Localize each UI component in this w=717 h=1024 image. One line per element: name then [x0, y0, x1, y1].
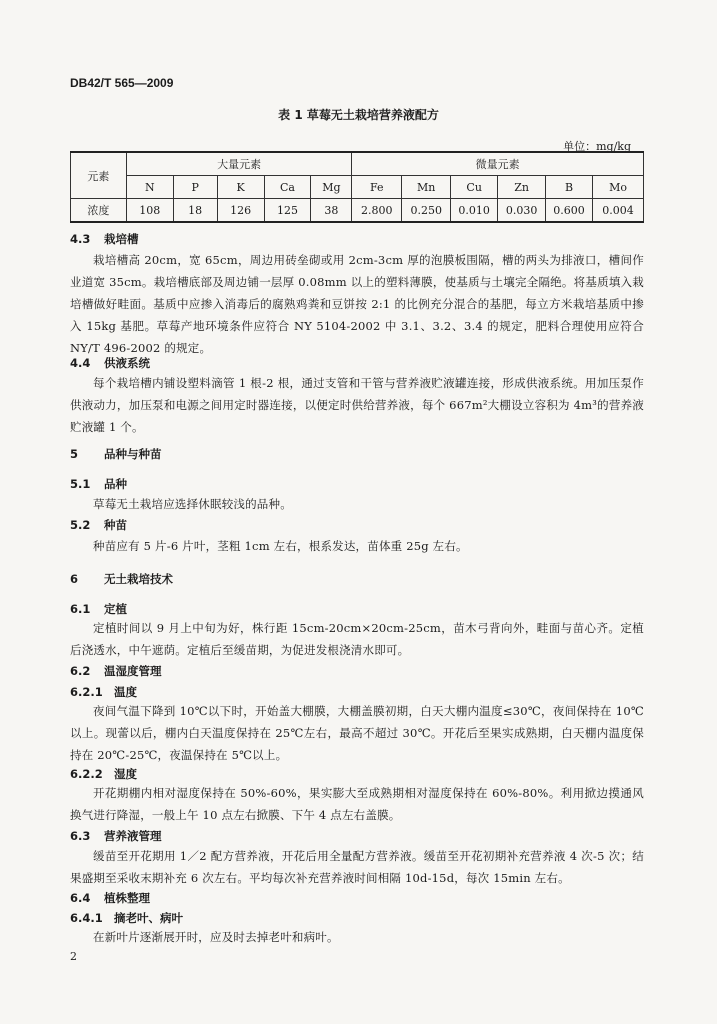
section-paragraph-6-3: 缓苗至开花期用 1／2 配方营养液，开花后用全量配方营养液。缓苗至开花初期补充营养液 4 次-5 次；结果盛期至采收末期补充 6 次左右。平均每次补充营养液时间相隔 10d-15d，每次 15min 左右。: [70, 849, 644, 885]
section-title: 湿度: [114, 767, 137, 781]
section-number: 6.2: [70, 664, 91, 678]
section-number: 6.3: [70, 829, 91, 843]
section-title: 温湿度管理: [104, 664, 162, 678]
page-number: 2: [70, 950, 77, 963]
table-cell-value: 38: [311, 199, 352, 223]
section-number: 6.4.1: [70, 911, 103, 925]
table-element-name: K: [217, 176, 264, 199]
section-number: 4.4: [70, 356, 91, 370]
table-cell-value: 0.030: [498, 199, 546, 223]
table-element-name: B: [546, 176, 593, 199]
section-number: 4.3: [70, 232, 91, 246]
table-cell-value: 0.600: [546, 199, 593, 223]
section-paragraph-4-3: 栽培槽高 20cm，宽 65cm，周边用砖垒砌或用 2cm-3cm 厚的泡膜板围隔，槽的两头为排液口，槽间作业道宽 35cm。栽培槽底部及周边铺一层厚 0.08mm 以上的塑料薄膜，使基质与土壤完全隔绝。将基质填入栽培槽做好畦面。基质中应掺入消毒后的腐熟鸡粪和豆饼按 2:1 的比例充分混合的基肥，每立方米栽培基质中掺入 15kg 基肥。草莓产地环境条件应符合 NY 5104-2002 中 3.1、3.2、3.4 的规定，肥料合理使用应符合 NY/T 496-2002 的规定。: [70, 253, 644, 355]
table-cell-value: 0.004: [593, 199, 644, 223]
section-title: 种苗: [104, 518, 127, 532]
table-element-name: Mg: [311, 176, 352, 199]
section-heading-6-2-1: [70, 684, 137, 700]
section-heading-6-2-2: [70, 766, 137, 782]
section-heading-6-4-1: [70, 910, 183, 926]
document-code: DB42/T 565—2009: [70, 76, 174, 90]
table-cell-value: 18: [173, 199, 217, 223]
section-paragraph-6-2-2: 开花期棚内相对湿度保持在 50%-60%，果实膨大至成熟期相对湿度保持在 60%-80%。利用掀边摸通风换气进行降湿，一般上午 10 点左右掀膜、下午 4 点左右盖膜。: [70, 786, 644, 822]
nutrient-formula-table: [70, 151, 644, 223]
section-paragraph-6-1: 定植时间以 9 月上中旬为好，株行距 15cm-20cm×20cm-25cm，苗木弓背向外，畦面与苗心齐。定植后浇透水，中午遮荫。定植后至缓苗期，为促进发根浇清水即可。: [70, 621, 644, 657]
table-title: 表 1 草莓无土栽培营养液配方: [278, 108, 439, 122]
section-number: 6: [70, 572, 79, 586]
section-heading-4-3: [70, 231, 139, 247]
section-number: 6.1: [70, 602, 91, 616]
table-element-name: Ca: [264, 176, 311, 199]
section-paragraph-5-1: 草莓无土栽培应选择休眠较浅的品种。: [93, 497, 292, 511]
table-header-micro: 微量元素: [352, 152, 644, 176]
section-heading-5-1: [70, 476, 127, 492]
section-title: 品种与种苗: [104, 447, 162, 461]
section-number: 5.2: [70, 518, 91, 532]
section-title: 营养液管理: [104, 829, 162, 843]
section-paragraph-4-4: 每个栽培槽内铺设塑料滴管 1 根-2 根，通过支管和干管与营养液贮液罐连接，形成供液系统。用加压泵作供液动力，加压泵和电源之间用定时器连接，以便定时供给营养液，每个 667m²大棚设立容积为 4m³的营养液贮液罐 1 个。: [70, 376, 644, 434]
section-heading-4-4: [70, 355, 150, 371]
table-cell-value: 108: [126, 199, 173, 223]
table-cell-value: 2.800: [352, 199, 402, 223]
table-row-label: 浓度: [71, 199, 127, 223]
section-number: 5.1: [70, 477, 91, 491]
section-heading-6-1: [70, 601, 127, 617]
table-cell-value: 126: [217, 199, 264, 223]
section-paragraph-6-4-1: 在新叶片逐渐展开时，应及时去掉老叶和病叶。: [93, 930, 339, 944]
table-element-name: Mo: [593, 176, 644, 199]
section-title: 温度: [114, 685, 137, 699]
section-number: 6.2.2: [70, 767, 103, 781]
section-title: 无土栽培技术: [104, 572, 173, 586]
section-heading-5-2: [70, 517, 127, 533]
table-element-name: Mn: [402, 176, 451, 199]
section-paragraph-5-2: 种苗应有 5 片-6 片叶，茎粗 1cm 左右，根系发达，苗体重 25g 左右。: [93, 539, 468, 553]
section-title: 品种: [104, 477, 127, 491]
table-cell-value: 0.250: [402, 199, 451, 223]
table-header-element: 元素: [71, 152, 127, 199]
section-number: 5: [70, 447, 79, 461]
section-title: 定植: [104, 602, 127, 616]
section-paragraph-6-2-1: 夜间气温下降到 10℃以下时，开始盖大棚膜，大棚盖膜初期，白天大棚内温度≤30℃，夜间保持在 10℃以上。现蕾以后，棚内白天温度保持在 25℃左右，最高不超过 30℃。开花后至果实成熟期，白天棚内温度保持在 20℃-25℃，夜温保持在 5℃以上。: [70, 704, 644, 762]
section-title: 植株整理: [104, 891, 150, 905]
section-number: 6.4: [70, 891, 91, 905]
section-heading-6-4: [70, 890, 150, 906]
section-title: 栽培槽: [104, 232, 139, 246]
section-title: 摘老叶、病叶: [114, 911, 183, 925]
section-heading-6: [70, 571, 173, 587]
section-heading-6-2: [70, 663, 162, 679]
table-element-name: Cu: [451, 176, 498, 199]
table-element-name: P: [173, 176, 217, 199]
section-title: 供液系统: [104, 356, 150, 370]
table-element-name: N: [126, 176, 173, 199]
table-cell-value: 0.010: [451, 199, 498, 223]
table-header-macro: 大量元素: [126, 152, 352, 176]
table-element-name: Fe: [352, 176, 402, 199]
table-element-name: Zn: [498, 176, 546, 199]
table-unit: 单位：mg/kg: [563, 140, 631, 153]
section-number: 6.2.1: [70, 685, 103, 699]
table-cell-value: 125: [264, 199, 311, 223]
section-heading-6-3: [70, 828, 162, 844]
section-heading-5: [70, 446, 162, 462]
